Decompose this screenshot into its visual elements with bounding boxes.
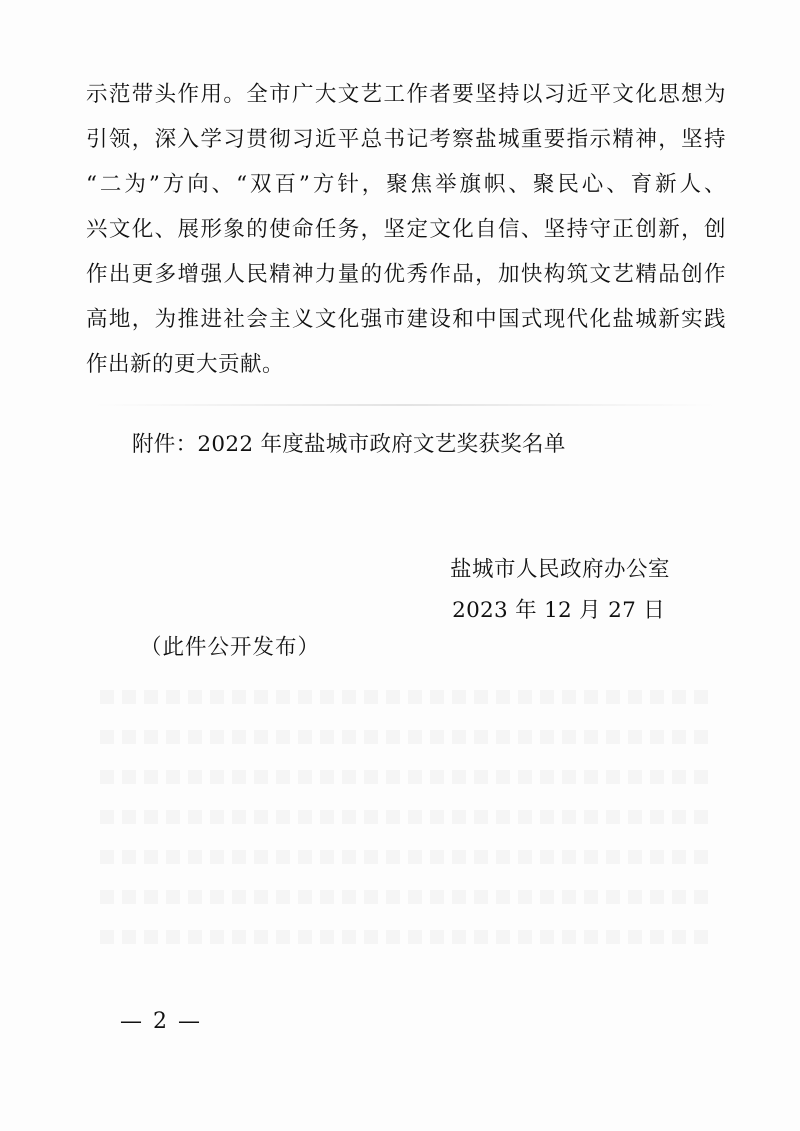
body-line: 兴文化、展形象的使命任务，坚定文化自信、坚持守正创新，创: [86, 217, 726, 242]
body-line: 作出新的更大贡献。: [86, 352, 285, 377]
body-line: 示范带头作用。全市广大文艺工作者要坚持以习近平文化思想为: [86, 82, 726, 107]
body-line: “二为”方向、“双百”方针，聚焦举旗帜、聚民心、育新人、: [86, 172, 726, 197]
body-line: 引领，深入学习贯彻习近平总书记考察盐城重要指示精神，坚持: [86, 127, 726, 152]
page-number: — 2 —: [120, 1009, 202, 1034]
bleed-through-text: [100, 730, 710, 744]
body-line: 高地，为推进社会主义文化强市建设和中国式现代化盐城新实践: [86, 307, 726, 332]
bleed-through-rule: [95, 404, 715, 406]
body-paragraph: [86, 72, 726, 387]
issuing-office: 盐城市人民政府办公室: [449, 557, 670, 582]
bleed-through-text: [100, 930, 710, 944]
issue-date: 2023 年 12 月 27 日: [452, 598, 665, 623]
bleed-through-text: [100, 810, 710, 824]
body-line: 作出更多增强人民精神力量的优秀作品，加快构筑文艺精品创作: [86, 262, 726, 287]
bleed-through-text: [100, 890, 710, 904]
bleed-through-text: [100, 850, 710, 864]
bleed-through-text: [100, 770, 710, 784]
bleed-through-text: [100, 690, 710, 704]
public-release-note: （此件公开发布）: [140, 635, 321, 660]
attachment-note: 附件：2022 年度盐城市政府文艺奖获奖名单: [132, 432, 566, 457]
